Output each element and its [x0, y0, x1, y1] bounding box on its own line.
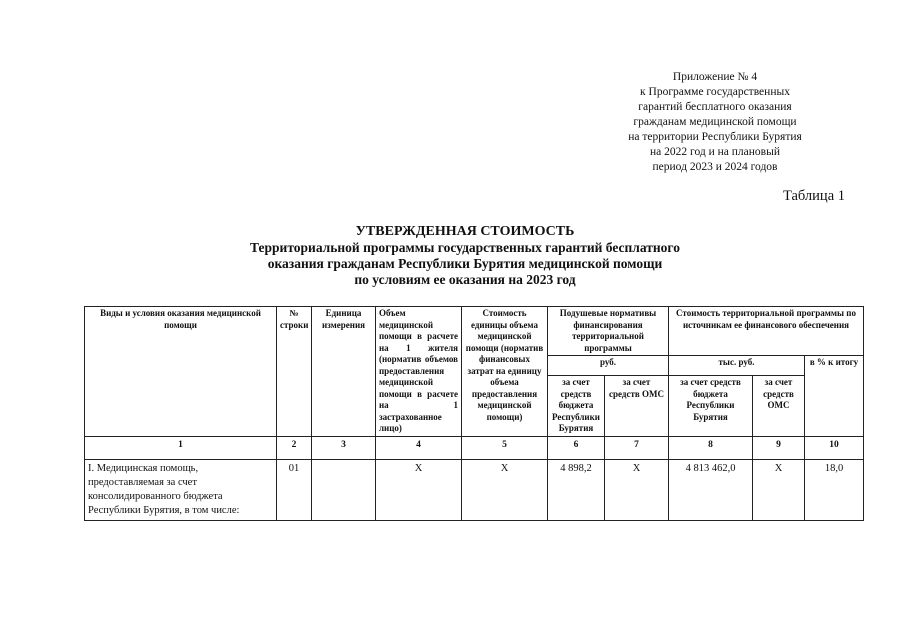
appendix-line: период 2023 и 2024 годов	[652, 161, 778, 173]
column-number: 3	[312, 436, 376, 460]
appendix-line: на территории Республики Бурятия	[628, 131, 802, 143]
row-percent: 18,0	[805, 460, 864, 521]
column-number: 10	[805, 436, 864, 460]
column-number: 2	[277, 436, 312, 460]
appendix-line: гражданам медицинской помощи	[633, 116, 797, 128]
cost-table	[84, 306, 864, 521]
header-per-capita-budget: за счет средств бюджета Республики Бурятия	[548, 376, 605, 437]
appendix-line: на 2022 год и на плановый	[650, 146, 780, 158]
row-unit-cost: Х	[462, 460, 548, 521]
appendix-line: гарантий бесплатного оказания	[638, 101, 792, 113]
header-unit: Единица измерения	[312, 307, 376, 437]
row-volume: Х	[376, 460, 462, 521]
row-per-capita-budget: 4 898,2	[548, 460, 605, 521]
title-main: УТВЕРЖДЕННАЯ СТОИМОСТЬ	[355, 224, 575, 239]
title-line: оказания гражданам Республики Бурятия медицинской помощи	[267, 256, 663, 271]
row-cost-oms: Х	[753, 460, 805, 521]
header-line-number: № строки	[277, 307, 312, 437]
column-number: 9	[753, 436, 805, 460]
row-unit	[312, 460, 376, 521]
appendix-line: Приложение № 4	[672, 71, 758, 83]
header-care-types: Виды и условия оказания медицинской помощи	[85, 307, 277, 437]
header-per-capita-oms: за счет средств ОМС	[605, 376, 669, 437]
table-label: Таблица 1	[782, 188, 845, 204]
table-row	[85, 460, 864, 521]
title-line: Территориальной программы государственных гарантий бесплатного	[250, 240, 680, 255]
header-unit-thousand-rub: тыс. руб.	[669, 356, 805, 376]
column-number: 6	[548, 436, 605, 460]
row-line-number: 01	[277, 460, 312, 521]
header-unit-rub: руб.	[548, 356, 669, 376]
column-number: 7	[605, 436, 669, 460]
header-per-capita-group: Подушевые нормативы финансирования территориальной программы	[548, 307, 669, 356]
header-cost-budget: за счет средств бюджета Республики Бурятия	[669, 376, 753, 437]
header-cost-oms: за счет средств ОМС	[753, 376, 805, 437]
appendix-note	[600, 70, 830, 175]
header-program-cost-group: Стоимость территориальной программы по источникам ее финансового обеспечения	[669, 307, 864, 356]
row-care-type: I. Медицинская помощь, предоставляемая за счет консолидированного бюджета Республики Бурятия, в том числе:	[85, 460, 277, 521]
header-percent: в % к итогу	[805, 356, 864, 437]
appendix-line: к Программе государственных	[640, 86, 790, 98]
document-title	[150, 224, 780, 288]
column-number: 8	[669, 436, 753, 460]
column-number: 4	[376, 436, 462, 460]
header-volume: Объем медицинской помощи в расчете на 1 жителя (норматив объемов предоставления медицинской помощи в расчете на 1 застрахованное лицо)	[376, 307, 462, 437]
header-unit-cost: Стоимость единицы объема медицинской помощи (норматив финансовых затрат на единицу объема предоставления медицинской помощи)	[462, 307, 548, 437]
column-number: 5	[462, 436, 548, 460]
row-cost-budget: 4 813 462,0	[669, 460, 753, 521]
title-line: по условиям ее оказания на 2023 год	[354, 272, 576, 287]
row-per-capita-oms: Х	[605, 460, 669, 521]
column-number: 1	[85, 436, 277, 460]
